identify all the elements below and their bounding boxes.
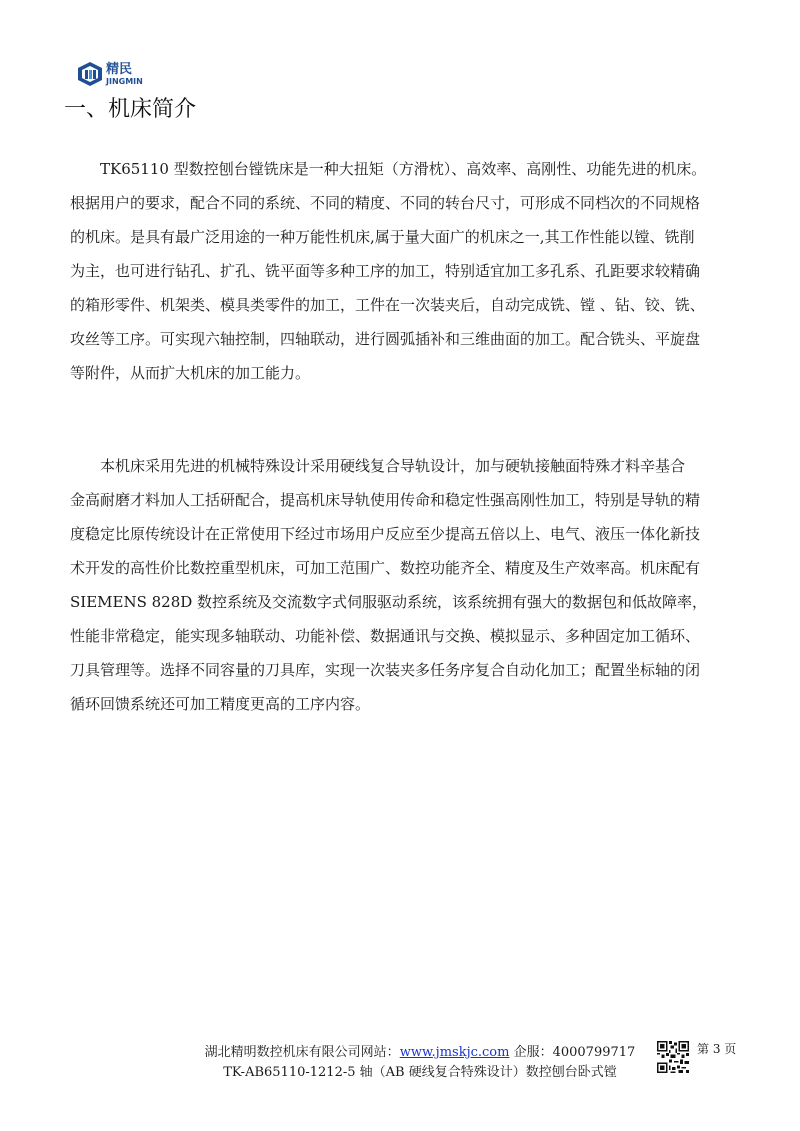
intro-paragraph-1 xyxy=(70,152,760,390)
paragraph-line: 的机床。是具有最广泛用途的一种万能性机床,属于量大面广的机床之一,其工作性能以镗、铣削 xyxy=(70,228,695,246)
paragraph-line: 攻丝等工序。可实现六轴控制，四轴联动，进行圆弧插补和三维曲面的加工。配合铣头、平旋盘 xyxy=(70,330,701,348)
page-number: 第 3 页 xyxy=(697,1042,737,1056)
paragraph-line: 刀具管理等。选择不同容量的刀具库，实现一次装夹多任务序复合自动化加工；配置坐标轴的闭 xyxy=(70,661,701,679)
logo-english-text: JINGMIN xyxy=(106,76,143,86)
section-title: 一、机床简介 xyxy=(64,97,197,122)
jingmin-logo-icon xyxy=(77,61,103,87)
company-logo xyxy=(77,58,143,90)
qr-code-icon xyxy=(657,1041,689,1073)
paragraph-line: 等附件，从而扩大机床的加工能力。 xyxy=(70,364,311,382)
intro-paragraph-2 xyxy=(70,449,760,721)
footer-doc-title: TK-AB65110-1212-5 轴（AB 硬线复合特殊设计）数控刨台卧式镗 xyxy=(223,1065,617,1080)
paragraph-line: 的箱形零件、机架类、模具类零件的加工，工件在一次装夹后，自动完成铣、镗 、钻、铰、铣、 xyxy=(70,296,705,314)
paragraph-line: 度稳定比原传统设计在正常使用下经过市场用户反应至少提高五倍以上、电气、液压一体化新技 xyxy=(70,525,701,543)
paragraph-line: TK65110 型数控刨台镗铣床是一种大扭矩（方滑枕）、高效率、高刚性、功能先进的机床。 xyxy=(70,160,707,178)
footer-contact-row xyxy=(150,1043,690,1063)
footer-service-label: 企服： xyxy=(509,1045,553,1060)
footer-company: 湖北精明数控机床有限公司网站： xyxy=(204,1045,400,1060)
paragraph-line: 根据用户的要求，配合不同的系统、不同的精度、不同的转台尺寸，可形成不同档次的不同规格 xyxy=(70,194,701,212)
page-footer xyxy=(150,1043,690,1083)
paragraph-line: 金高耐磨才料加人工括研配合，提高机床导轨使用传命和稳定性强高刚性加工，特别是导轨的精 xyxy=(70,491,701,509)
paragraph-line: 本机床采用先进的机械特殊设计采用硬线复合导轨设计，加与硬轨接触面特殊才料辛基合 xyxy=(70,457,686,475)
website-link[interactable]: www.jmskjc.com xyxy=(399,1045,510,1060)
paragraph-line: SIEMENS 828D 数控系统及交流数字式伺服驱动系统，该系统拥有强大的数据包和低故障率， xyxy=(70,593,708,611)
paragraph-line: 性能非常稳定，能实现多轴联动、功能补偿、数据通讯与交换、模拟显示、多种固定加工循环、 xyxy=(70,627,701,645)
paragraph-line: 为主，也可进行钻孔、扩孔、铣平面等多种工序的加工，特别适宜加工多孔系、孔距要求较精确 xyxy=(70,262,701,280)
paragraph-line: 循环回馈系统还可加工精度更高的工序内容。 xyxy=(70,695,371,713)
footer-phone: 4000799717 xyxy=(552,1045,636,1060)
paragraph-line: 术开发的高性价比数控重型机床，可加工范围广、数控功能齐全、精度及生产效率高。机床配有 xyxy=(70,559,701,577)
logo-chinese-text: 精民 xyxy=(106,61,133,77)
